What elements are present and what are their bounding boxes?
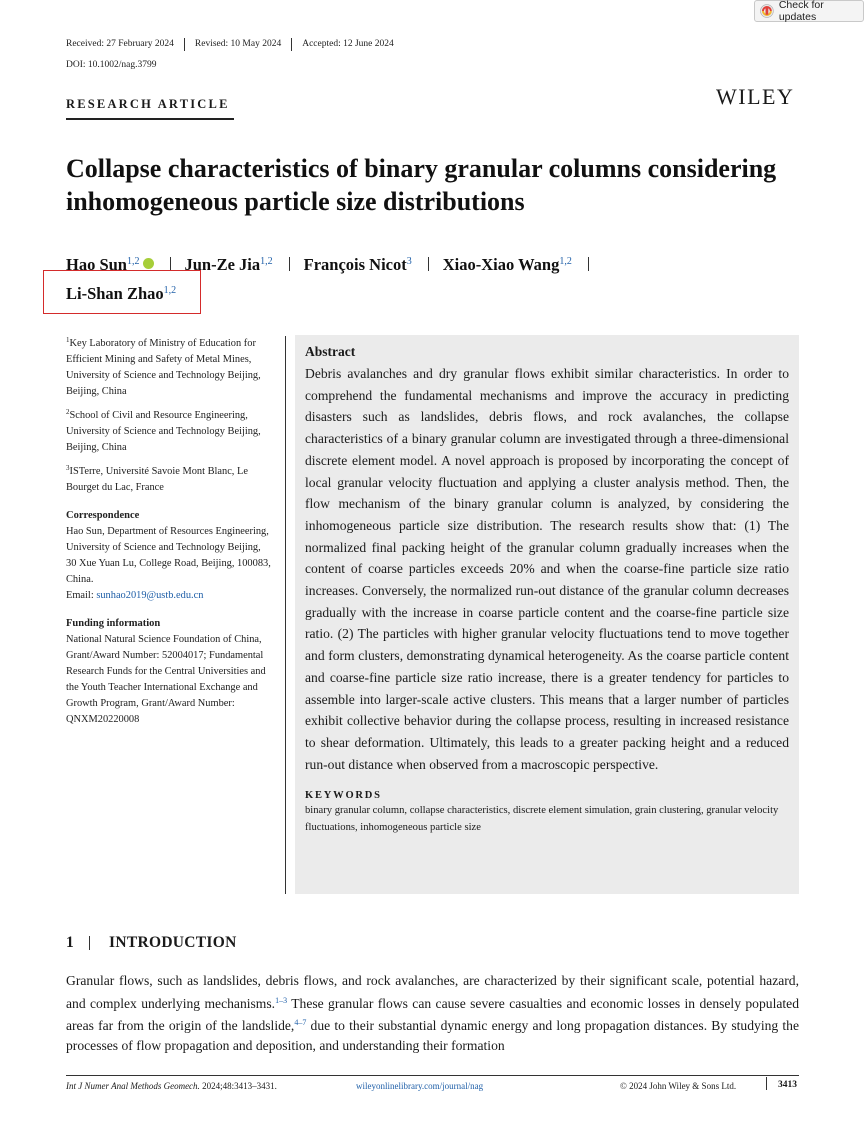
funding-text: National Natural Science Foundation of China, Grant/Award Number: 52004017; Fundamental Research Funds for the Central Universities and the Youth Teacher International Exchange and Growth Program, Grant/Award Number: QNXM20220008 — [66, 634, 266, 725]
column-divider — [285, 336, 286, 894]
author-name[interactable]: Xiao-Xiao Wang$^{1,2}$ — [442, 255, 572, 274]
revised-date: Revised: 10 May 2024 — [184, 38, 291, 51]
page-number: 3413 — [778, 1080, 797, 1090]
intro-paragraph: Granular flows, such as landslides, debris flows, and rock avalanches, are characterized by their significant scale, potential hazard, and complex underlying mechanisms.$^{1-3}$ These granular flows can cause severe casualties and economic losses in densely populated areas far from the origin of the landslide,$^{4-7}$ due to their substantial dynamic energy and long propagation distances. By studying the processes of flow propagation and deposition, and understanding their formation — [66, 973, 799, 1053]
footer-separator — [766, 1077, 767, 1090]
paper-title: Collapse characteristics of binary granular columns considering inhomogeneous particle size distributions — [66, 154, 777, 216]
affiliation: $^2$School of Civil and Resource Engineering, University of Science and Technology Beijing, Beijing, China — [66, 408, 261, 453]
author-name[interactable]: Li-Shan Zhao$^{1,2}$ — [66, 284, 177, 303]
author-separator — [289, 257, 290, 271]
footer-rule — [66, 1075, 799, 1076]
article-type-underline — [66, 118, 234, 120]
abstract-heading: Abstract — [305, 344, 356, 359]
section-number: 1 — [66, 934, 74, 951]
citation-link[interactable]: 1–3 — [275, 995, 288, 1005]
article-type: RESEARCH ARTICLE — [66, 97, 230, 111]
received-date: Received: 27 February 2024 — [66, 39, 174, 49]
affiliation: $^3$ISTerre, Université Savoie Mont Blanc, Le Bourget du Lac, France — [66, 464, 248, 493]
author-separator — [588, 257, 589, 271]
keywords-heading: KEYWORDS — [305, 790, 382, 802]
check-for-updates-button[interactable] — [754, 0, 864, 22]
author-name[interactable]: Jun-Ze Jia$^{1,2}$ — [184, 255, 273, 274]
email-link[interactable]: sunhao2019@ustb.edu.cn — [96, 590, 204, 601]
author-separator — [170, 257, 171, 271]
section-title: INTRODUCTION — [109, 934, 237, 951]
doi: DOI: 10.1002/nag.3799 — [66, 60, 157, 70]
affiliation: $^1$Key Laboratory of Ministry of Education for Efficient Mining and Safety of Metal Mines, University of Science and Technology Beijing, Beijing, China — [66, 336, 261, 397]
abstract-box — [295, 335, 799, 894]
check-for-updates-icon — [760, 4, 774, 18]
footer-citation: Int J Numer Anal Methods Geomech. 2024;48:3413–3431. — [66, 1081, 277, 1091]
abstract-text: Debris avalanches and dry granular flows exhibit similar characteristics. In order to comprehend the fundamental mechanisms and improve the accuracy in predicting disasters such as landslides, debris flows, and rock avalanches, the collapse characteristics of a binary granular column are investigated through a three-dimensional discrete element model. A novel approach is proposed by incorporating the concept of local granular velocity fluctuation and applying a cluster analysis method. Then, the flow mechanism of the binary granular column is analyzed, by considering the inhomogeneous particle size distribution. The research results show that: (1) The normalized final packing height of the granular column gradually increases when the content of coarse particles exceeds 20% and when the coarse-fine particle size ratio increases. Conversely, the normalized run-out distance of the granular column decreases gradually with the increase in coarse particle content and the coarse-fine particle size ratio. (2) The particles with higher granular velocity fluctuations tend to move together and form clusters, demonstrating dynamical heterogeneity. As the coarse particle content and coarse-fine particle size ratio increase, there is a greater tendency for particles to assemble into larger-scale active clusters. This means that a larger number of particles exhibit collective behavior during the collapse process, resulting in increased resistance to shear deformation. Ultimately, this leads to a greater packing height and a reduced run-out distance when observed from a macroscopic perspective. — [305, 366, 789, 772]
orcid-icon[interactable] — [143, 258, 154, 269]
correspondence-heading: Correspondence — [66, 510, 140, 521]
author-name[interactable]: Hao Sun$^{1,2}$ — [66, 249, 154, 278]
correspondence-text: Hao Sun, Department of Resources Engineering, University of Science and Technology Beijing, 30 Xue Yuan Lu, College Road, Beijing, 100083, China. Email: sunhao2019@ustb.edu.cn — [66, 526, 271, 601]
footer-copyright: © 2024 John Wiley & Sons Ltd. — [620, 1081, 737, 1091]
keywords-text: binary granular column, collapse characteristics, discrete element simulation, grain clustering, granular velocity fluctuations, inhomogeneous particle size — [305, 805, 779, 834]
section-separator — [89, 936, 90, 950]
author-separator — [428, 257, 429, 271]
article-dates — [66, 38, 404, 51]
check-for-updates-label: Check for updates — [778, 0, 824, 23]
citation-link[interactable]: 4–7 — [294, 1018, 307, 1028]
publisher-logo: WILEY — [716, 84, 795, 109]
funding-heading: Funding information — [66, 618, 161, 629]
author-name[interactable]: François Nicot$^3$ — [303, 255, 412, 274]
highlight-box — [43, 270, 201, 314]
sidebar-info — [66, 332, 271, 732]
journal-url-link[interactable]: wileyonlinelibrary.com/journal/nag — [356, 1081, 484, 1091]
accepted-date: Accepted: 12 June 2024 — [291, 38, 404, 51]
